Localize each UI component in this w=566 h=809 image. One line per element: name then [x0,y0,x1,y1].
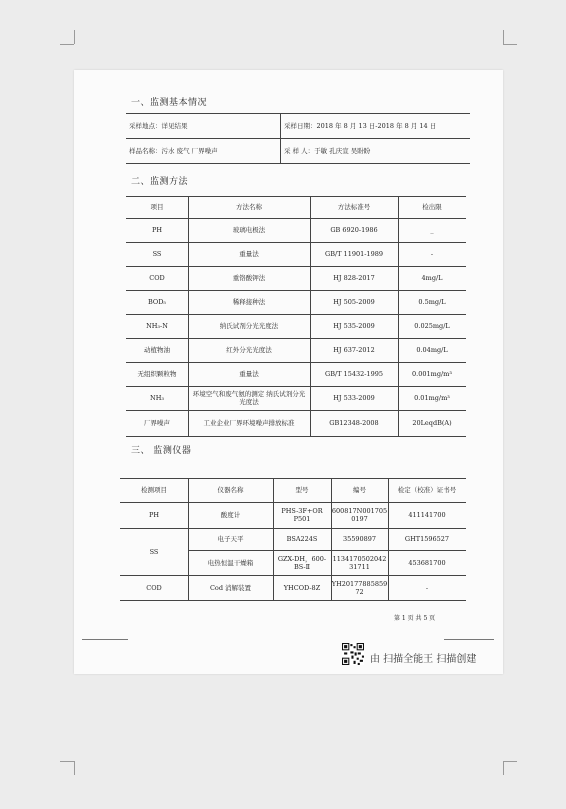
methods-cell-item: NH₃-N [146,322,168,330]
instr-cod-item: COD [146,583,162,592]
instr-ph-model: PHS-3F+OR P501 [281,507,323,523]
methods-cell-standard: HJ 505-2009 [333,298,375,306]
methods-cell-standard: HJ 637-2012 [333,346,375,354]
basic-info-table [126,113,470,163]
section-1-title: 一、监测基本情况 [131,98,208,108]
table-rule [126,436,466,437]
methods-cell-method: 玻璃电极法 [232,226,266,234]
methods-cell-limit: 0.001mg/m³ [412,370,452,378]
methods-header-method: 方法名称 [236,203,262,211]
instr-header-serial: 编号 [353,486,366,494]
document-page [74,70,503,674]
scanner-watermark: 由 扫描全能王 扫描创建 [370,654,477,665]
methods-cell-method: 稀释接种法 [232,298,266,306]
methods-cell-item: 无组织颗粒物 [137,370,177,378]
instr-header-item: 检测项目 [141,486,167,494]
methods-cell-item: NH₃ [150,394,164,402]
instr-cod-model: YHCOD-8Z [283,583,321,592]
instr-ph-item: PH [148,511,160,519]
methods-cell-method: 纳氏试剂分光光度法 [219,322,279,330]
methods-cell-standard: GB12348-2008 [329,419,379,427]
methods-cell-standard: GB/T 15432-1995 [325,370,383,378]
methods-cell-limit: 0.5mg/L [418,298,446,306]
methods-cell-limit: 0.01mg/m³ [414,394,450,402]
instr-ss1-cert: GHT1596527 [404,535,450,543]
section-3-title: 三、 监测仪器 [131,446,192,456]
crop-mark-bottom-right [503,761,504,775]
instr-ph-serial: 600817N001705 0197 [331,507,388,523]
instr-header-name: 仪器名称 [217,486,244,494]
instr-ss1-serial: 35590897 [342,535,377,543]
crop-mark-bottom-left [74,761,75,775]
methods-cell-method: 工业企业厂界环境噪声排放标准 [203,419,295,427]
methods-cell-method: 重量法 [239,250,259,258]
methods-cell-method: 环境空气和废气氨的测定 纳氏试剂分光光度法 [192,390,306,406]
methods-header-standard: 方法标准号 [337,203,371,211]
methods-cell-method: 重铬酸钾法 [232,274,266,282]
methods-cell-item: SS [152,250,162,258]
sampler: 采 样 人：于敏 孔庆宣 吴盼盼 [284,146,371,155]
crop-mark-bottom-right [503,761,517,762]
crop-mark-top-right [503,30,504,44]
methods-cell-standard: HJ 828-2017 [333,274,375,282]
crop-mark-top-left [74,30,75,44]
methods-cell-standard: HJ 533-2009 [333,394,375,402]
qr-code-icon [342,643,364,665]
page-number: 第 1 页 共 5 页 [394,615,436,622]
instr-ss2-model: GZX-DH，600-BS-Ⅱ [277,554,327,571]
instr-ss-item: SS [149,547,159,556]
methods-cell-method: 重量法 [239,370,259,378]
methods-header-limit: 检出限 [422,203,442,211]
sample-name: 样品名称：污水 废气 厂界噪声 [129,146,218,155]
section-2-title: 二、监测方法 [131,177,189,187]
methods-cell-standard: GB 6920-1986 [330,226,378,234]
methods-table [126,196,466,436]
instr-header-model: 型号 [295,486,309,494]
instr-ss2-serial: 1134170502042 31711 [332,554,387,571]
methods-cell-limit: 4mg/L [421,274,443,282]
instruments-table [120,478,466,600]
instr-cod-serial: YH20177885859 72 [331,579,388,596]
methods-cell-standard: GB/T 11901-1989 [325,250,383,258]
sampling-date: 采样日期：2018 年 8 月 13 日-2018 年 8 月 14 日 [284,121,437,130]
methods-cell-item: 动植物油 [144,346,170,354]
methods-cell-standard: HJ 535-2009 [333,322,375,330]
methods-cell-item: PH [151,226,163,234]
methods-cell-limit: 20LeqdB(A) [412,419,452,427]
instr-cod-cert: - [425,583,429,592]
crop-mark-bottom-left [60,761,74,762]
instr-ss1-name: 电子天平 [217,535,244,543]
methods-cell-limit: _ [430,226,434,234]
instr-ph-name: 酸度计 [220,511,241,519]
methods-cell-item: COD [149,274,165,282]
instr-ss1-model: BSA224S [286,535,318,543]
crop-mark-top-right [503,44,517,45]
scan-mark [82,639,128,640]
instr-ph-cert: 411141700 [408,511,446,519]
crop-mark-top-left [60,44,74,45]
instr-header-cert: 检定（校准）证书号 [397,486,457,494]
methods-cell-limit: 0.04mg/L [416,346,448,354]
instr-ss2-cert: 453681700 [408,558,446,567]
methods-cell-limit: - [430,250,434,258]
instr-cod-name: Cod 消解装置 [209,583,252,592]
methods-cell-limit: 0.025mg/L [414,322,450,330]
scan-mark [444,639,494,640]
methods-cell-item: 厂界噪声 [144,419,170,427]
sampling-site: 采样地点：详见结果 [129,121,188,130]
methods-header-item: 项目 [150,203,164,211]
methods-cell-method: 红外分光光度法 [226,346,272,354]
methods-cell-item: BOD₅ [147,298,167,306]
instr-ss2-name: 电热恒温干燥箱 [207,558,254,567]
